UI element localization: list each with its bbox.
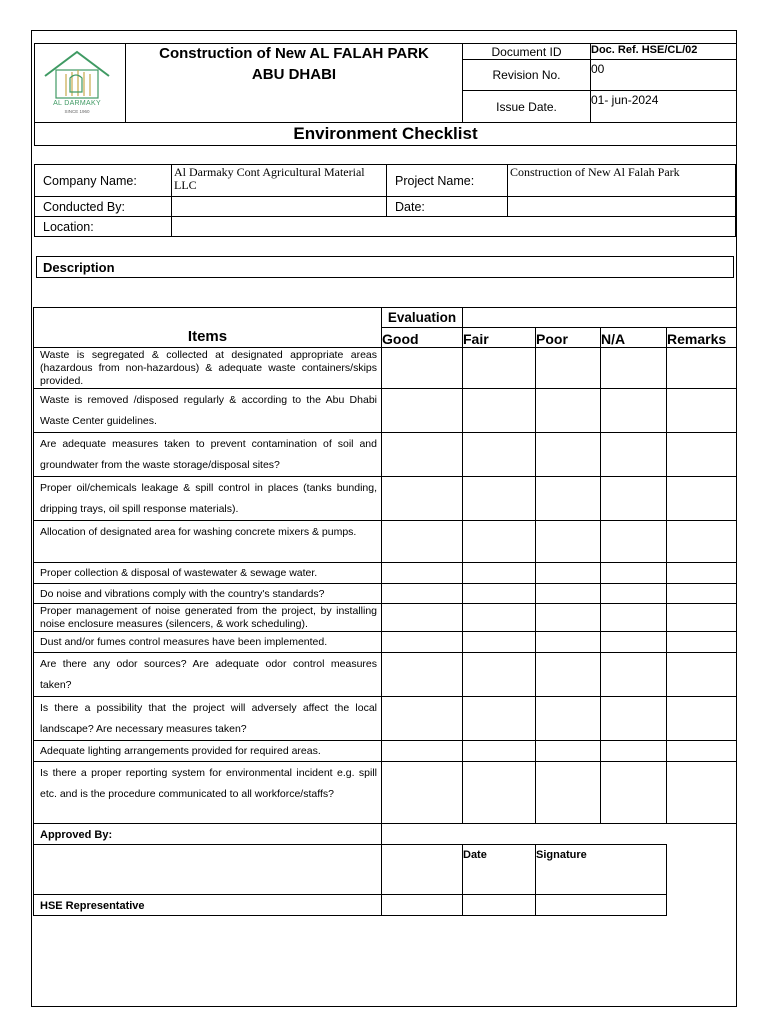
table-row — [34, 697, 737, 741]
eval-fair-cell[interactable] — [463, 762, 536, 824]
item-text: Adequate lighting arrangements provided for required areas. — [40, 745, 321, 757]
approved-by-cell — [34, 824, 382, 845]
remarks-cell[interactable] — [667, 632, 737, 653]
approved-by-label: Approved By: — [40, 829, 113, 841]
table-row — [34, 477, 737, 521]
eval-fair-cell[interactable] — [463, 433, 536, 477]
table-row — [34, 521, 737, 563]
items-header — [34, 308, 382, 348]
hse-rep-cell — [34, 895, 382, 916]
eval-poor-cell[interactable] — [536, 697, 601, 741]
issue-date-value: 01- jun-2024 — [590, 90, 737, 123]
eval-na-cell[interactable] — [601, 433, 667, 477]
eval-na-cell[interactable] — [601, 584, 667, 604]
eval-good-cell[interactable] — [382, 697, 463, 741]
item-text: Is there a proper reporting system for environmental incident e.g. spill etc. and is the procedure communicated to all workforce/staffs? — [40, 767, 377, 800]
item-cell — [34, 389, 382, 433]
eval-good-cell[interactable] — [382, 389, 463, 433]
table-row — [34, 584, 737, 604]
eval-na-cell[interactable] — [601, 348, 667, 389]
eval-fair-cell[interactable] — [463, 389, 536, 433]
item-text: Do noise and vibrations comply with the country's standards? — [40, 588, 325, 600]
item-text: Are there any odor sources? Are adequate odor control measures taken? — [40, 658, 377, 691]
eval-fair-cell[interactable] — [463, 697, 536, 741]
eval-poor-cell[interactable] — [536, 521, 601, 563]
eval-good-cell[interactable] — [382, 762, 463, 824]
item-cell — [34, 697, 382, 741]
eval-poor-cell[interactable] — [536, 563, 601, 584]
company-logo — [42, 48, 112, 118]
house-logo-icon — [42, 48, 112, 118]
revision-value: 00 — [590, 59, 737, 91]
col-fair: Fair — [463, 328, 536, 348]
eval-fair-cell[interactable] — [463, 653, 536, 697]
approved-by-spacer — [382, 824, 737, 845]
eval-na-cell[interactable] — [601, 653, 667, 697]
item-text: Is there a possibility that the project will adversely affect the local landscape? Are necessary measures taken? — [40, 702, 377, 735]
location-label: Location: — [34, 216, 172, 237]
eval-fair-cell[interactable] — [463, 477, 536, 521]
eval-poor-cell[interactable] — [536, 604, 601, 632]
col-remarks: Remarks — [667, 328, 737, 348]
description-bar — [36, 256, 734, 278]
company-name-value[interactable]: Al Darmaky Cont Agricultural Material LLC — [171, 164, 387, 197]
eval-na-cell[interactable] — [601, 563, 667, 584]
doc-id-value: Doc. Ref. HSE/CL/02 — [590, 43, 737, 60]
table-row — [34, 604, 737, 632]
table-row — [34, 762, 737, 824]
item-cell — [34, 653, 382, 697]
eval-fair-cell[interactable] — [463, 521, 536, 563]
description-label: Description — [43, 259, 115, 275]
items-header-text: Items — [187, 328, 228, 345]
remarks-cell[interactable] — [667, 697, 737, 741]
item-cell — [34, 584, 382, 604]
remarks-cell[interactable] — [667, 584, 737, 604]
checklist-table — [33, 307, 737, 916]
approval-signature-label: Signature — [536, 849, 587, 861]
item-cell — [34, 521, 382, 563]
eval-na-cell[interactable] — [601, 741, 667, 762]
eval-good-cell[interactable] — [382, 477, 463, 521]
approval-date-label: Date — [463, 849, 487, 861]
project-title-line1: Construction of New AL FALAH PARK — [159, 45, 429, 62]
item-cell — [34, 348, 382, 389]
eval-fair-cell[interactable] — [463, 741, 536, 762]
evaluation-header-spacer — [463, 308, 737, 328]
remarks-cell[interactable] — [667, 762, 737, 824]
hse-rep-label: HSE Representative — [40, 900, 145, 912]
table-row — [34, 632, 737, 653]
hse-rep-signature-cell[interactable] — [536, 895, 667, 916]
eval-poor-cell[interactable] — [536, 584, 601, 604]
remarks-cell[interactable] — [667, 653, 737, 697]
eval-na-cell[interactable] — [601, 477, 667, 521]
eval-na-cell[interactable] — [601, 521, 667, 563]
table-row — [34, 741, 737, 762]
item-text: Allocation of designated area for washing concrete mixers & pumps. — [40, 526, 357, 538]
hse-rep-blank — [667, 895, 737, 916]
eval-na-cell[interactable] — [601, 389, 667, 433]
col-good: Good — [382, 328, 463, 348]
hse-rep-date-cell[interactable] — [463, 895, 536, 916]
table-row — [34, 389, 737, 433]
project-name-value[interactable]: Construction of New Al Falah Park — [507, 164, 736, 197]
remarks-cell[interactable] — [667, 477, 737, 521]
conducted-by-label: Conducted By: — [34, 196, 172, 217]
location-value[interactable] — [171, 216, 736, 237]
item-text: Are adequate measures taken to prevent contamination of soil and groundwater from the waste storage/disposal sites? — [40, 438, 377, 471]
eval-poor-cell[interactable] — [536, 389, 601, 433]
item-text: Proper oil/chemicals leakage & spill control in places (tanks bunding, dripping trays, oil spill response materials). — [40, 482, 377, 515]
eval-poor-cell[interactable] — [536, 653, 601, 697]
eval-fair-cell[interactable] — [463, 584, 536, 604]
eval-poor-cell[interactable] — [536, 762, 601, 824]
conducted-by-value[interactable] — [171, 196, 387, 217]
date-value[interactable] — [507, 196, 736, 217]
remarks-cell[interactable] — [667, 433, 737, 477]
eval-poor-cell[interactable] — [536, 433, 601, 477]
item-cell — [34, 762, 382, 824]
checklist-title — [34, 122, 737, 146]
item-cell — [34, 477, 382, 521]
approval-signature-cell[interactable] — [536, 845, 667, 895]
eval-good-cell[interactable] — [382, 584, 463, 604]
approver-name-cell[interactable] — [34, 845, 382, 895]
remarks-cell[interactable] — [667, 521, 737, 563]
eval-poor-cell[interactable] — [536, 477, 601, 521]
remarks-cell[interactable] — [667, 741, 737, 762]
checklist-title-text: Environment Checklist — [293, 124, 478, 143]
eval-good-cell[interactable] — [382, 348, 463, 389]
item-cell — [34, 563, 382, 584]
eval-na-cell[interactable] — [601, 762, 667, 824]
evaluation-header-text: Evaluation — [387, 309, 457, 325]
approval-blank — [667, 845, 737, 895]
eval-good-cell[interactable] — [382, 433, 463, 477]
eval-good-cell[interactable] — [382, 741, 463, 762]
eval-good-cell[interactable] — [382, 563, 463, 584]
table-row — [34, 348, 737, 389]
table-row — [34, 653, 737, 697]
company-name-label: Company Name: — [34, 164, 172, 197]
remarks-cell[interactable] — [667, 563, 737, 584]
item-cell — [34, 741, 382, 762]
item-cell — [34, 632, 382, 653]
table-row — [34, 563, 737, 584]
item-text: Dust and/or fumes control measures have been implemented. — [40, 636, 328, 648]
logo-tagline: SINCE 1960 — [64, 109, 90, 114]
item-text: Waste is removed /disposed regularly & according to the Abu Dhabi Waste Center guidelines. — [40, 394, 377, 427]
doc-id-label: Document ID — [462, 43, 591, 60]
eval-poor-cell[interactable] — [536, 348, 601, 389]
eval-good-cell[interactable] — [382, 632, 463, 653]
remarks-cell[interactable] — [667, 389, 737, 433]
hse-rep-extra-cell[interactable] — [382, 895, 463, 916]
issue-date-label: Issue Date. — [462, 90, 591, 123]
revision-label: Revision No. — [462, 59, 591, 91]
item-text: Proper collection & disposal of wastewater & sewage water. — [40, 567, 318, 579]
project-name-label: Project Name: — [386, 164, 508, 197]
logo-name: AL DARMAKY — [53, 100, 101, 107]
col-poor: Poor — [536, 328, 601, 348]
item-cell — [34, 433, 382, 477]
item-text: Proper management of noise generated from the project, by installing noise enclosure measures (silencers, & work scheduling). — [40, 605, 377, 630]
remarks-cell[interactable] — [667, 604, 737, 632]
approver-extra-cell[interactable] — [382, 845, 463, 895]
item-cell — [34, 604, 382, 632]
eval-good-cell[interactable] — [382, 604, 463, 632]
evaluation-header — [382, 308, 463, 328]
table-row — [34, 433, 737, 477]
eval-fair-cell[interactable] — [463, 632, 536, 653]
eval-na-cell[interactable] — [601, 632, 667, 653]
approval-date-cell[interactable] — [463, 845, 536, 895]
eval-poor-cell[interactable] — [536, 632, 601, 653]
eval-poor-cell[interactable] — [536, 741, 601, 762]
eval-na-cell[interactable] — [601, 697, 667, 741]
date-label: Date: — [386, 196, 508, 217]
eval-fair-cell[interactable] — [463, 563, 536, 584]
remarks-cell[interactable] — [667, 348, 737, 389]
item-text: Waste is segregated & collected at designated appropriate areas (hazardous from non-hazardous) & adequate waste containers/skips provided. — [40, 349, 377, 387]
eval-fair-cell[interactable] — [463, 604, 536, 632]
eval-fair-cell[interactable] — [463, 348, 536, 389]
project-title-line2: ABU DHABI — [251, 66, 337, 83]
eval-good-cell[interactable] — [382, 653, 463, 697]
col-na: N/A — [601, 328, 667, 348]
eval-good-cell[interactable] — [382, 521, 463, 563]
eval-na-cell[interactable] — [601, 604, 667, 632]
